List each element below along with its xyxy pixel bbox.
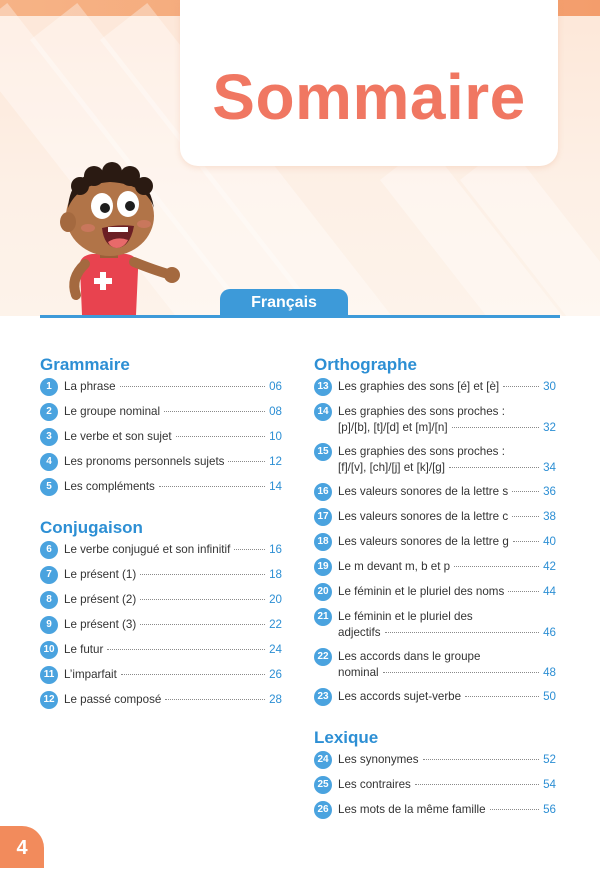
toc-entry-label: L’imparfait	[64, 668, 117, 681]
lesson-number-badge: 21	[314, 608, 332, 626]
lesson-number-badge: 3	[40, 428, 58, 446]
toc-entry[interactable]	[314, 609, 556, 641]
dot-leader	[465, 696, 539, 697]
dot-leader	[140, 624, 265, 625]
dot-leader	[107, 649, 265, 650]
lesson-number-badge: 4	[40, 453, 58, 471]
dot-leader	[234, 549, 265, 550]
toc-entry-body	[64, 379, 282, 395]
toc-page-number: 30	[543, 380, 556, 393]
toc-entry-label: Le passé composé	[64, 693, 162, 706]
toc-entry-label: Le verbe et son sujet	[64, 430, 172, 443]
toc-entry-body	[338, 752, 556, 768]
lesson-number-badge: 5	[40, 478, 58, 496]
page-title: Sommaire	[212, 61, 526, 133]
toc-entry-line	[64, 567, 282, 583]
lesson-number-badge: 25	[314, 776, 332, 794]
toc-entry-label: Les valeurs sonores de la lettre c	[338, 510, 509, 523]
toc-entry-label: Les graphies des sons proches :	[338, 445, 505, 458]
toc-entry-body	[338, 534, 556, 550]
lesson-number-badge: 15	[314, 443, 332, 461]
toc-entry[interactable]	[40, 404, 282, 421]
toc-entry-line	[64, 592, 282, 608]
toc-entry-label: Les valeurs sonores de la lettre g	[338, 535, 509, 548]
lesson-number-badge: 7	[40, 566, 58, 584]
dot-leader	[415, 784, 539, 785]
toc-entry-line	[64, 642, 282, 658]
toc-entry-label: Les synonymes	[338, 753, 419, 766]
lesson-number-badge: 6	[40, 541, 58, 559]
toc-page-number: 18	[269, 568, 282, 581]
dot-leader	[449, 467, 539, 468]
toc-entry-label: adjectifs	[338, 626, 381, 639]
subject-divider	[40, 315, 560, 318]
toc-entry[interactable]	[40, 617, 282, 634]
toc-entry-label: Le féminin et le pluriel des	[338, 610, 473, 623]
dot-leader	[513, 541, 539, 542]
toc-entry-body	[64, 692, 282, 708]
toc-entry-body	[338, 444, 556, 476]
dot-leader	[121, 674, 265, 675]
toc-page-number: 26	[269, 668, 282, 681]
toc-entry-label: [p]/[b], [t]/[d] et [m]/[n]	[338, 421, 448, 434]
section-title: Conjugaison	[40, 518, 143, 537]
toc-entry-body	[64, 479, 282, 495]
toc-page-number: 36	[543, 485, 556, 498]
toc-entry[interactable]	[314, 584, 556, 601]
dot-leader	[140, 574, 265, 575]
dot-leader	[454, 566, 539, 567]
lesson-number-badge: 14	[314, 403, 332, 421]
toc-entry[interactable]	[314, 559, 556, 576]
toc-entry-line	[338, 534, 556, 550]
toc-entry-body	[338, 404, 556, 436]
toc-entry-label: La phrase	[64, 380, 116, 393]
toc-entry-label: Le groupe nominal	[64, 405, 161, 418]
toc-entry-line	[64, 404, 282, 420]
toc-entry[interactable]	[40, 667, 282, 684]
toc-entry[interactable]	[314, 777, 556, 794]
dot-leader	[512, 491, 539, 492]
toc-entry-body	[338, 484, 556, 500]
toc-entry-body	[64, 642, 282, 658]
toc-entry-label: nominal	[338, 666, 379, 679]
toc-entry-label: Les accords dans le groupe	[338, 650, 481, 663]
toc-entry-label: Le féminin et le pluriel des noms	[338, 585, 505, 598]
dot-leader	[423, 759, 540, 760]
dot-leader	[383, 672, 539, 673]
toc-entry-body	[338, 689, 556, 705]
section-spacer	[314, 714, 556, 728]
title-card	[180, 0, 558, 166]
toc-entry[interactable]	[40, 692, 282, 709]
toc-entry-line	[338, 484, 556, 500]
toc-page-number: 34	[543, 461, 556, 474]
toc-entry[interactable]	[40, 479, 282, 496]
toc-entry-body	[64, 667, 282, 683]
toc-entry-label: [f]/[v], [ch]/[j] et [k]/[g]	[338, 461, 445, 474]
toc-page-number: 06	[269, 380, 282, 393]
toc-entry-label: Les accords sujet-verbe	[338, 690, 462, 703]
section-title: Lexique	[314, 728, 379, 747]
lesson-number-badge: 17	[314, 508, 332, 526]
toc-entry-line	[338, 584, 556, 600]
toc-page-number: 14	[269, 480, 282, 493]
toc-entry-body	[338, 584, 556, 600]
toc-entry-body	[64, 404, 282, 420]
lesson-number-badge: 9	[40, 616, 58, 634]
toc-entry-body	[338, 802, 556, 818]
toc-entry-line	[64, 692, 282, 708]
toc-page-number: 40	[543, 535, 556, 548]
toc-entry-body	[64, 567, 282, 583]
toc-entry-label: Les valeurs sonores de la lettre s	[338, 485, 509, 498]
dot-leader	[508, 591, 539, 592]
toc-entry-line	[338, 509, 556, 525]
toc-page-number: 32	[543, 421, 556, 434]
lesson-number-badge: 13	[314, 378, 332, 396]
lesson-number-badge: 1	[40, 378, 58, 396]
toc-entry[interactable]	[314, 534, 556, 551]
lesson-number-badge: 18	[314, 533, 332, 551]
toc-entry-label: Le futur	[64, 643, 104, 656]
toc-entry-line	[338, 625, 556, 641]
toc-entry[interactable]	[40, 429, 282, 446]
toc-entry-body	[338, 509, 556, 525]
dot-leader	[385, 632, 540, 633]
toc-entry[interactable]	[314, 802, 556, 819]
toc-entry-label: Le verbe conjugué et son infinitif	[64, 543, 231, 556]
toc-entry-label: Le présent (3)	[64, 618, 137, 631]
toc-entry[interactable]	[40, 379, 282, 396]
toc-entry-line	[338, 752, 556, 768]
toc-entry-body	[338, 559, 556, 575]
lesson-number-badge: 19	[314, 558, 332, 576]
toc-entry-line	[338, 689, 556, 705]
toc-entry-body	[338, 777, 556, 793]
dot-leader	[159, 486, 265, 487]
toc-left-column	[40, 355, 282, 717]
toc-entry-label: Les graphies des sons [é] et [è]	[338, 380, 500, 393]
toc-page-number: 24	[269, 643, 282, 656]
toc-entry[interactable]	[314, 649, 556, 681]
dot-leader	[228, 461, 265, 462]
lesson-number-badge: 26	[314, 801, 332, 819]
toc-entry[interactable]	[40, 454, 282, 471]
lesson-number-badge: 10	[40, 641, 58, 659]
toc-entry-label: Les contraires	[338, 778, 411, 791]
subject-tab-francais: Français	[220, 289, 348, 317]
toc-entry-line	[64, 542, 282, 558]
lesson-number-badge: 11	[40, 666, 58, 684]
dot-leader	[503, 386, 539, 387]
toc-entry[interactable]	[40, 542, 282, 559]
toc-right-column	[314, 355, 556, 827]
toc-entry-label: Les mots de la même famille	[338, 803, 486, 816]
toc-entry[interactable]	[314, 404, 556, 436]
dot-leader	[512, 516, 539, 517]
lesson-number-badge: 16	[314, 483, 332, 501]
toc-entry[interactable]	[314, 379, 556, 396]
toc-page-number: 48	[543, 666, 556, 679]
toc-entry-body	[64, 542, 282, 558]
toc-entry-line	[64, 429, 282, 445]
dot-leader	[164, 411, 265, 412]
toc-entry-line	[338, 460, 556, 476]
page-number-badge: 4	[0, 826, 44, 868]
toc-page-number: 44	[543, 585, 556, 598]
toc-entry-body	[338, 379, 556, 395]
toc-page-number: 52	[543, 753, 556, 766]
dot-leader	[165, 699, 265, 700]
toc-page-number: 46	[543, 626, 556, 639]
toc-entry-line	[64, 617, 282, 633]
toc-page-number: 42	[543, 560, 556, 573]
toc-entry-line	[64, 454, 282, 470]
lesson-number-badge: 22	[314, 648, 332, 666]
lesson-number-badge: 2	[40, 403, 58, 421]
toc-page-number: 12	[269, 455, 282, 468]
toc-entry[interactable]	[314, 509, 556, 526]
toc-entry[interactable]	[314, 484, 556, 501]
lesson-number-badge: 8	[40, 591, 58, 609]
toc-page-number: 08	[269, 405, 282, 418]
dot-leader	[140, 599, 265, 600]
lesson-number-badge: 23	[314, 688, 332, 706]
toc-entry-body	[64, 592, 282, 608]
toc-entry-line	[338, 420, 556, 436]
toc-entry-line	[64, 667, 282, 683]
toc-page-number: 20	[269, 593, 282, 606]
toc-entry-label: Les pronoms personnels sujets	[64, 455, 225, 468]
toc-entry-line	[64, 479, 282, 495]
toc-entry-label: Le présent (2)	[64, 593, 137, 606]
toc-page-number: 22	[269, 618, 282, 631]
toc-entry-label: Les graphies des sons proches :	[338, 405, 505, 418]
section-title: Grammaire	[40, 355, 130, 374]
toc-entry[interactable]	[314, 752, 556, 769]
mascot-boy-illustration	[30, 150, 190, 315]
toc-entry-line	[338, 379, 556, 395]
toc-entry-line	[338, 802, 556, 818]
toc-entry-body	[338, 609, 556, 641]
toc-entry[interactable]	[40, 567, 282, 584]
lesson-number-badge: 12	[40, 691, 58, 709]
section-spacer	[40, 504, 282, 518]
toc-entry-line	[338, 665, 556, 681]
toc-page-number: 28	[269, 693, 282, 706]
dot-leader	[176, 436, 265, 437]
dot-leader	[120, 386, 266, 387]
toc-entry-body	[64, 617, 282, 633]
toc-entry-line	[338, 559, 556, 575]
toc-entry-body	[64, 454, 282, 470]
toc-page-number: 16	[269, 543, 282, 556]
toc-entry[interactable]	[40, 642, 282, 659]
toc-entry-body	[64, 429, 282, 445]
toc-entry[interactable]	[314, 444, 556, 476]
toc-entry-label: Le m devant m, b et p	[338, 560, 451, 573]
lesson-number-badge: 24	[314, 751, 332, 769]
toc-entry-label: Le présent (1)	[64, 568, 137, 581]
toc-entry[interactable]	[40, 592, 282, 609]
toc-entry-line	[338, 777, 556, 793]
toc-entry-line	[64, 379, 282, 395]
dot-leader	[490, 809, 540, 810]
toc-page-number: 56	[543, 803, 556, 816]
dot-leader	[452, 427, 540, 428]
toc-page-number: 54	[543, 778, 556, 791]
toc-page-number: 38	[543, 510, 556, 523]
toc-entry[interactable]	[314, 689, 556, 706]
lesson-number-badge: 20	[314, 583, 332, 601]
toc-entry-label: Les compléments	[64, 480, 155, 493]
toc-entry-body	[338, 649, 556, 681]
toc-page-number: 50	[543, 690, 556, 703]
toc-page-number: 10	[269, 430, 282, 443]
section-title: Orthographe	[314, 355, 417, 374]
